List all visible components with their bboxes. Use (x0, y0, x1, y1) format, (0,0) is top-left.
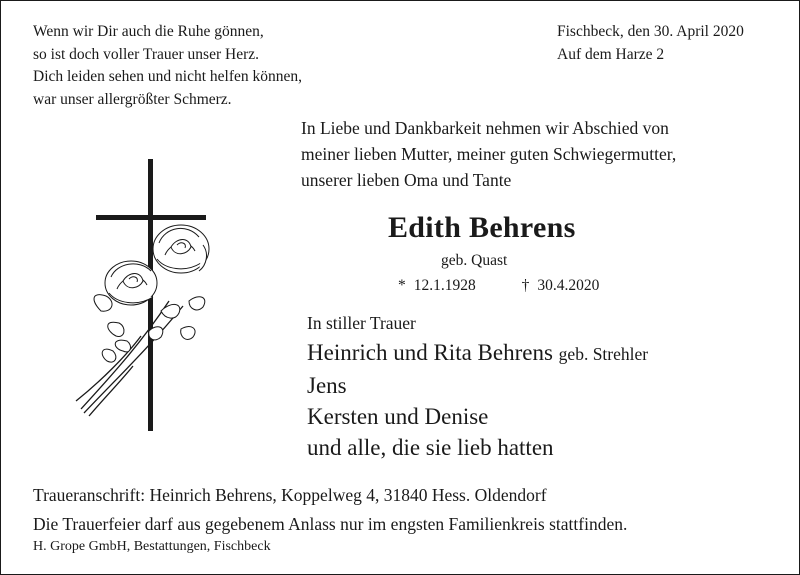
place-date-block (557, 21, 744, 66)
mourning-address: Traueranschrift: Heinrich Behrens, Koppelweg 4, 31840 Hess. Oldendorf (33, 485, 547, 505)
birth-symbol: * (398, 277, 406, 294)
undertaker-credit: H. Grope GmbH, Bestattungen, Fischbeck (33, 539, 271, 554)
mourner-line (307, 337, 648, 370)
mourner-line: und alle, die sie lieb hatten (307, 435, 554, 460)
mourner-line: Jens (307, 373, 347, 398)
intro-line: unserer lieben Oma und Tante (301, 170, 512, 190)
poem-line: so ist doch voller Trauer unser Herz. (33, 45, 259, 63)
poem (33, 21, 302, 111)
cross-with-roses-icon (61, 151, 231, 441)
birth-date: 12.1.1928 (413, 277, 476, 294)
death-symbol: † (521, 277, 530, 294)
mourners-list (307, 337, 648, 463)
mourner-name: Heinrich und Rita Behrens (307, 340, 553, 365)
ceremony-note: Die Trauerfeier darf aus gegebenem Anlass nur im engsten Familienkreis stattfinden. (33, 514, 628, 534)
intro-line: meiner lieben Mutter, meiner guten Schwiegermutter, (301, 144, 677, 164)
deceased-name: Edith Behrens (388, 211, 576, 244)
intro-text (301, 115, 676, 193)
place-date: Fischbeck, den 30. April 2020 (557, 23, 744, 40)
footer (33, 481, 627, 539)
mourner-line: Kersten und Denise (307, 404, 489, 429)
life-dates (398, 277, 599, 295)
poem-line: war unser allergrößter Schmerz. (33, 90, 232, 108)
mourning-label: In stiller Trauer (307, 313, 416, 333)
poem-line: Dich leiden sehen und nicht helfen können, (33, 68, 303, 85)
intro-line: In Liebe und Dankbarkeit nehmen wir Abschied von (301, 118, 669, 138)
birth-name: geb. Quast (441, 252, 508, 269)
address-line: Auf dem Harze 2 (557, 45, 665, 63)
mourner-birth-name: geb. Strehler (558, 344, 649, 364)
death-date: 30.4.2020 (537, 277, 600, 294)
poem-line: Wenn wir Dir auch die Ruhe gönnen, (33, 23, 264, 40)
